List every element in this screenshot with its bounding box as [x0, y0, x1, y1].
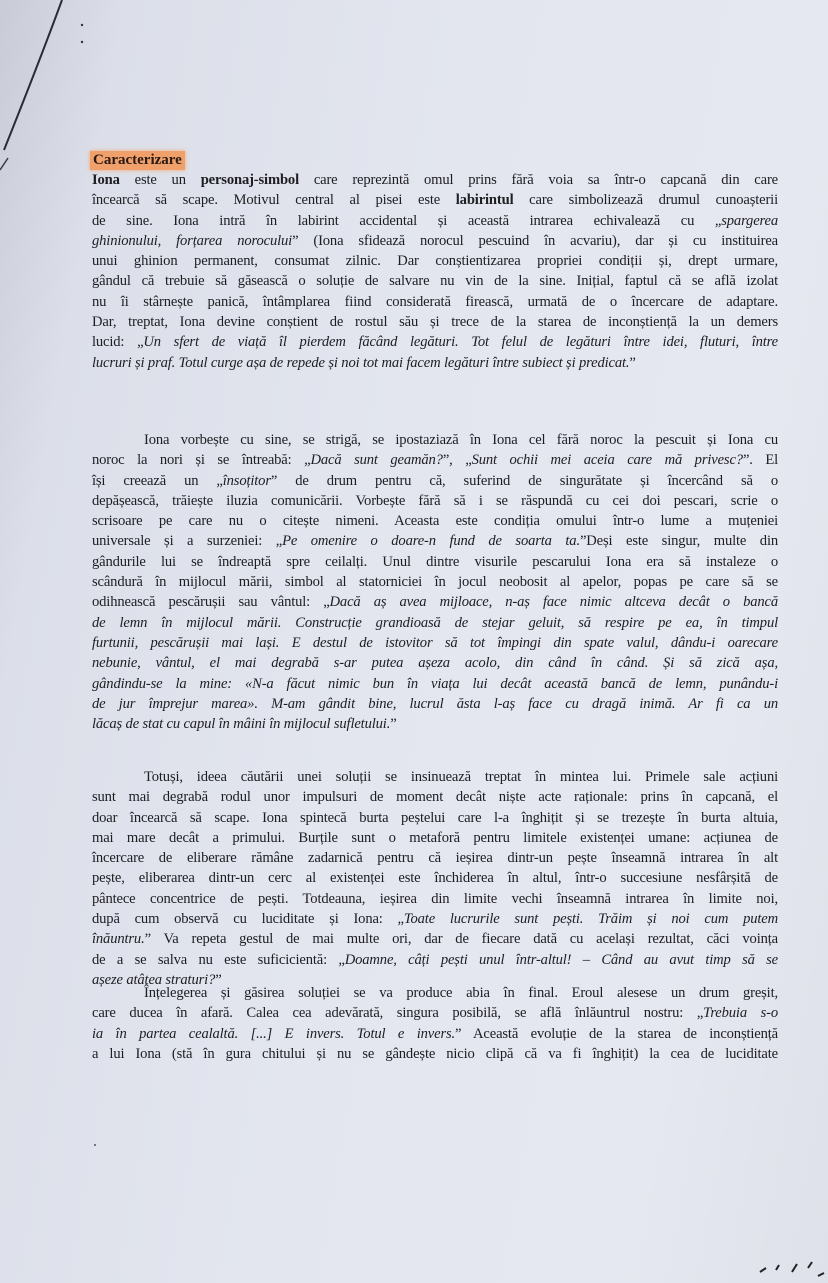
- text-line: [92, 190, 778, 210]
- text-line: [92, 450, 778, 470]
- text-run: ”: [215, 971, 222, 988]
- bold-text: personaj-simbol: [200, 172, 299, 188]
- text-run: noroc la nori și se întreabă: „: [92, 452, 311, 469]
- text-run: ”: [390, 716, 397, 733]
- quote-text: Toate lucrurile sunt pești. Trăim și noi cum putem: [403, 911, 778, 928]
- text-run: ” de drum pentru că, suferind de singurătate și încercând să o: [270, 472, 778, 489]
- text-run: doar încearcă să scape. Iona spintecă burta peștelui care l-a înghițit și se trezește în burta altuia,: [92, 809, 778, 826]
- quote-text: Pe omenire o doare-n fund de soarta ta.: [282, 533, 580, 550]
- quote-text: nebunie, vântul, el mai degrabă s-ar putea așeza acolo, din când în când. Și să zică așa,: [92, 655, 778, 672]
- text-line: [92, 613, 778, 633]
- text-line: [92, 292, 778, 312]
- text-run: care simbolizează drumul cunoașterii: [513, 192, 778, 209]
- text-line: [92, 430, 778, 450]
- paragraph-final-understanding: [92, 983, 778, 1064]
- text-line: [92, 828, 778, 848]
- quote-text: așeze atâtea straturi?: [92, 971, 216, 988]
- text-line: [92, 848, 778, 868]
- text-line: [92, 1024, 778, 1044]
- text-run: care ducea în afară. Calea cea adevărată, singura posibilă, se află înlăuntrul nostru: „: [92, 1005, 704, 1022]
- text-run: ” Această evoluție de la starea de inconștiență: [455, 1025, 778, 1042]
- text-line: [92, 674, 778, 694]
- text-run: de a se salva nu este suficicientă: „: [92, 951, 345, 968]
- text-run: nu îi stârnește panică, întâmplarea fiind considerată firească, urmată de o încercare de adaptare.: [92, 293, 778, 310]
- text-run: ”Deși este singur, multe din: [579, 533, 779, 550]
- text-line: [92, 552, 778, 572]
- text-run: unui ghinion permanent, consumat zilnic. Dar conștientizarea propriei condiții și, drept urmare,: [92, 253, 778, 270]
- quote-text: Trebuia s-o: [703, 1005, 778, 1022]
- bold-text: labirintul: [455, 192, 514, 209]
- text-line: [92, 1003, 778, 1023]
- quote-text: ghinionului, forțarea norocului: [92, 232, 293, 249]
- text-line: [92, 572, 778, 592]
- text-line: [92, 909, 778, 929]
- text-line: [92, 251, 778, 271]
- text-run: odihnească pescărușii sau vântul: „: [92, 594, 330, 611]
- quote-text: Doamne, câți pești unul într-altul! – Când au avut timp să se: [344, 951, 778, 968]
- text-line: [92, 694, 778, 714]
- text-line: [92, 929, 778, 949]
- text-run: pește, eliberarea dintr-un cerc al existenței este închiderea în altul, într-o succesiune nesfârșită de: [92, 870, 778, 887]
- text-run: pântece concentrice de pești. Totdeauna, ieșirea din limite vechi înseamnă intrarea în limite noi,: [92, 890, 778, 907]
- quote-text: Dacă aș avea mijloace, n-aș face nimic altceva decât o bancă: [329, 594, 778, 611]
- text-run: Iona vorbește cu sine, se strigă, se ipostaziază în Iona cel fără noroc la pescuit și Iona cu: [144, 432, 778, 448]
- text-line: [92, 231, 778, 251]
- quote-text: lăcaș de stat cu capul în mâini în mijlocul sufletului.: [92, 716, 391, 733]
- text-line: [92, 1044, 778, 1064]
- text-run: scândură în mijlocul mării, simbol al statorniciei în jocul neobosit al apelor, popas pe care să se: [92, 574, 778, 591]
- quote-text: spargerea: [721, 212, 778, 229]
- text-run: după cum observă cu luciditate și Iona: „: [92, 911, 404, 928]
- text-line: [92, 531, 778, 551]
- text-line: [92, 767, 778, 787]
- text-run: care reprezintă omul prins fără voia sa într-o capcană din care: [298, 172, 778, 188]
- text-run: depășească, trăiește iluzia comunicării. Vorbește fără să i se răspundă cu cei doi pescari, scrie o: [92, 492, 778, 509]
- text-run: Dar, treptat, Iona devine conștient de rostul său și trece de la starea de inconștiență la un demers: [92, 314, 778, 331]
- text-run: încearcă să scape. Motivul central al pisei este: [92, 192, 456, 209]
- text-line: [92, 271, 778, 291]
- text-line: [92, 471, 778, 491]
- bold-text: Iona: [92, 172, 120, 188]
- text-run: Totuși, ideea căutării unei soluții se insinuează treptat în mintea lui. Primele sale acțiuni: [144, 769, 778, 785]
- text-run: este un: [119, 172, 201, 188]
- text-line: [92, 511, 778, 531]
- quote-text: gândindu-se la mine: «N-a făcut nimic bun în viața lui decât această bancă de lemn, punându-i: [92, 675, 778, 692]
- paragraph-character-symbol: [92, 170, 778, 373]
- quote-text: înăuntru.: [92, 931, 145, 948]
- text-line: [92, 211, 778, 231]
- text-run: încercare de eliberare rămâne zadarnică pentru că ieșirea dintr-un pește înseamnă intrarea în alt: [92, 850, 778, 867]
- text-run: mai mare decât a primului. Burțile sunt o metaforă pentru limitele existenței umane: acțiunea de: [92, 829, 778, 846]
- text-line: [92, 889, 778, 909]
- text-line: [92, 653, 778, 673]
- text-line: [92, 983, 778, 1003]
- text-line: [92, 868, 778, 888]
- text-run: sunt mai degrabă rodul unor impulsuri de moment decât niște acte raționale: prins în capcană, el: [92, 789, 778, 806]
- quote-text: ia în partea cealaltă. [...] E invers. Totul e invers.: [92, 1025, 456, 1042]
- text-line: [92, 950, 778, 970]
- text-line: [92, 170, 778, 190]
- text-run: ”: [629, 354, 636, 371]
- text-line: [92, 787, 778, 807]
- paragraph-search-solution: [92, 767, 778, 990]
- quote-text: lucruri și praf. Totul curge așa de repede și noi tot mai facem legături între subiect și predicat.: [92, 354, 630, 371]
- text-line: [92, 491, 778, 511]
- text-run: scrisoare pe care nu o citește nimeni. Aceasta este condiția omului într-o lume a muțeniei: [92, 513, 778, 530]
- text-run: ”. El: [742, 452, 779, 469]
- paragraph-loneliness: [92, 430, 778, 734]
- quote-text: însoțitor: [222, 472, 271, 489]
- text-run: gândul că trebuie să găsească o soluție de salvare nu vin de la sine. Inițial, faptul că se află izolat: [92, 273, 778, 290]
- text-line: [92, 353, 778, 373]
- quote-text: Dacă sunt geamăn?: [310, 452, 443, 469]
- text-line: [92, 714, 778, 734]
- text-run: gândurile lui se îndreaptă spre ceilalți. Unul dintre visurile pescarului Iona era să instaleze o: [92, 553, 778, 570]
- quote-text: furtunii, pescărușii mai lași. E destul de istovitor să tot împingi din spate valul, dându-i oarecare: [92, 634, 778, 651]
- text-run: lucid: „: [92, 334, 144, 351]
- quote-text: de jur împrejur marea». M-am gândit bine, lucrul ăsta l-aș face cu dragă inimă. Ar fi ca un: [92, 695, 778, 712]
- text-run: a lui Iona (stă în gura chitului și nu se gândește nicio clipă că va fi înghițit) la cea de luciditate: [92, 1045, 778, 1062]
- text-line: [92, 592, 778, 612]
- text-run: ” (Iona sfidează norocul pescuind în acvariu), dar și cu instituirea: [292, 232, 778, 249]
- quote-text: Sunt ochii mei aceia care mă privesc?: [471, 452, 743, 469]
- quote-text: Un sfert de viață îl pierdem făcând legături. Tot felul de legături între idei, fluturi, între: [143, 334, 778, 351]
- text-run: universale și a surzeniei: „: [92, 533, 283, 550]
- text-run: ”, „: [442, 452, 472, 469]
- text-line: [92, 312, 778, 332]
- section-heading: Caracterizare: [90, 151, 185, 170]
- text-run: Înțelegerea și găsirea soluției se va produce abia în final. Eroul alesese un drum greșit,: [144, 985, 778, 1001]
- text-run: ” Va repeta gestul de mai multe ori, dar de fiecare dată cu același rezultat, căci voința: [144, 931, 778, 948]
- text-line: [92, 808, 778, 828]
- text-line: [92, 332, 778, 352]
- text-run: își creează un „: [92, 472, 223, 489]
- quote-text: de lemn în mijlocul mării. Construcție grandioasă de stejar geluit, să respire pe ea, în timpul: [92, 614, 778, 631]
- text-line: [92, 633, 778, 653]
- text-run: de sine. Iona intră în labirint accidental și această intrarea echivalează cu „: [92, 212, 722, 229]
